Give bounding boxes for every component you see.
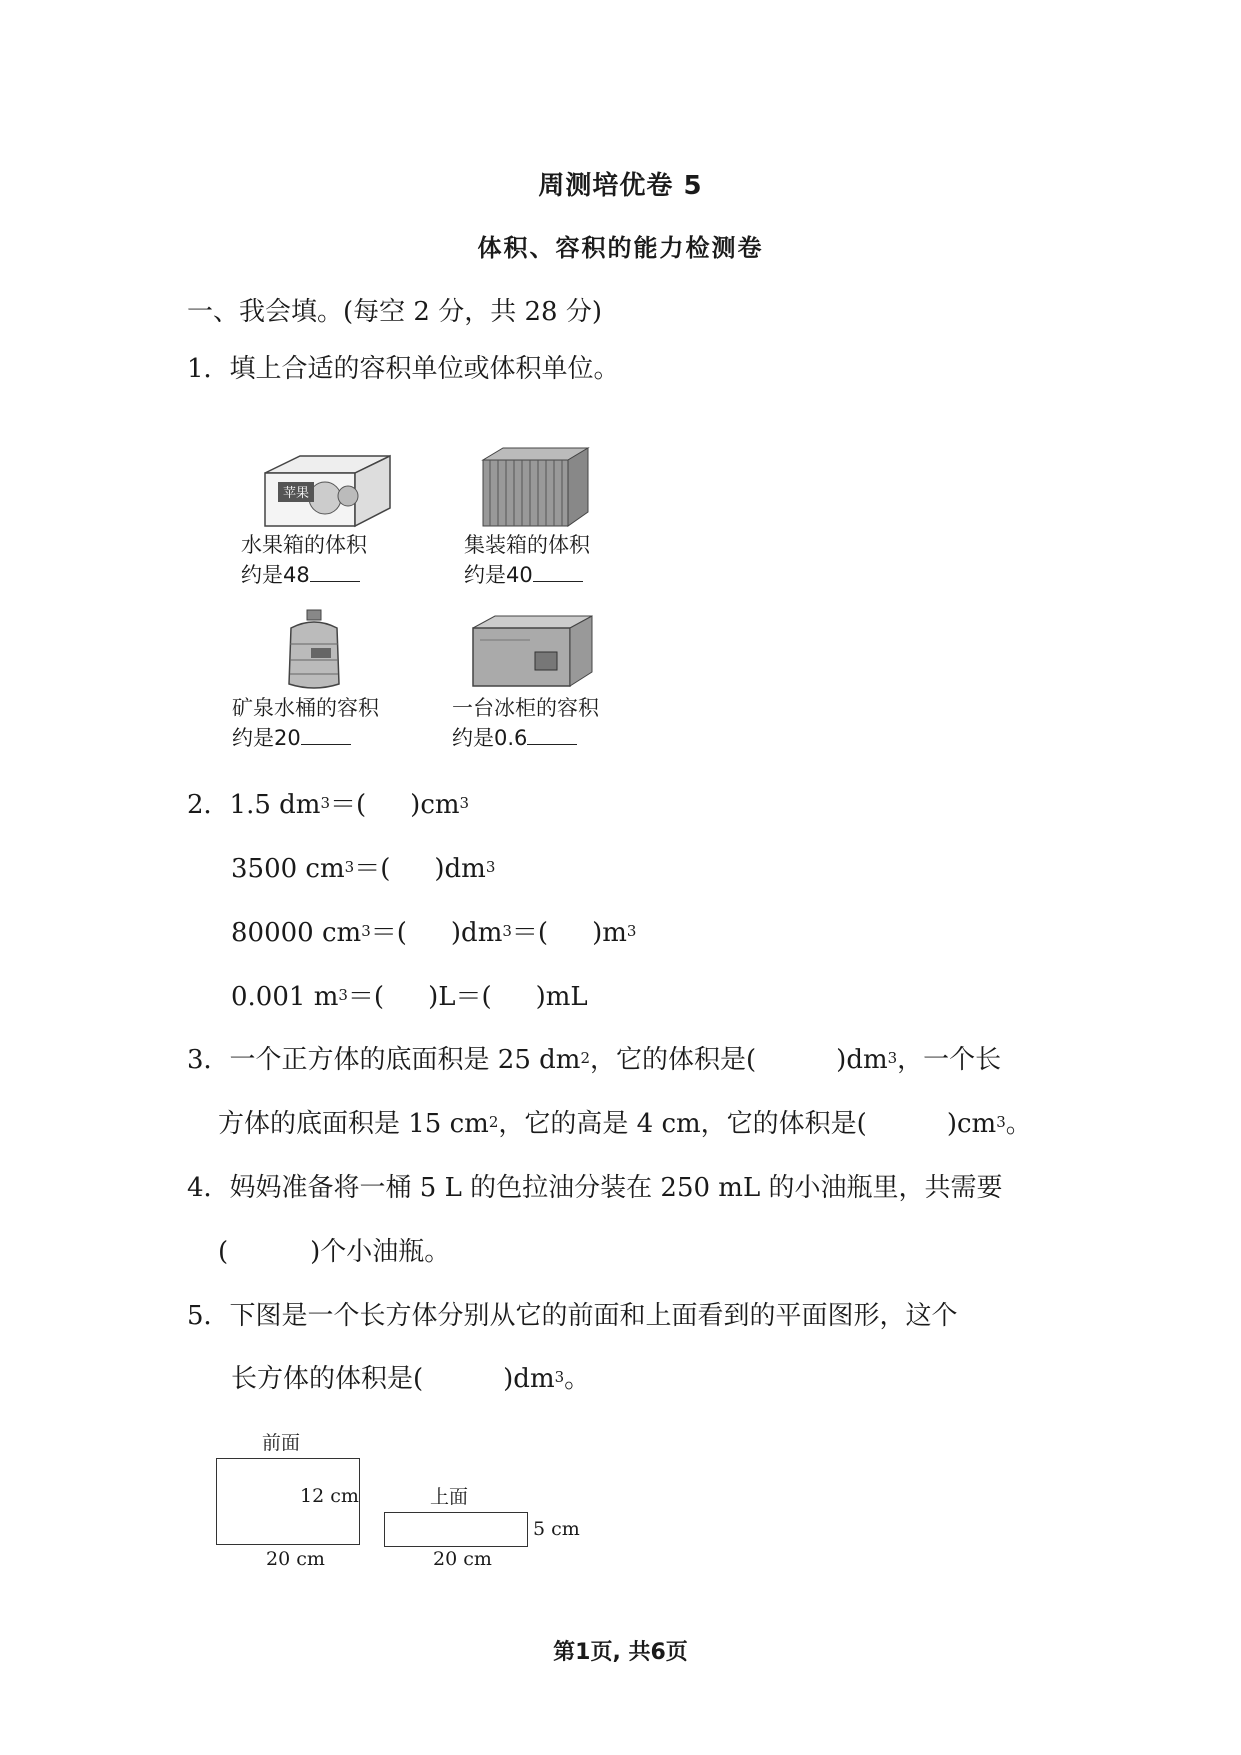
q2-expr: 0.001 m [231, 982, 339, 1012]
q3-text: )dm [836, 1045, 888, 1075]
answer-blank[interactable] [533, 561, 583, 582]
q1-item-container-value: 约是40 [464, 563, 533, 587]
q3-text: 3．一个正方体的底面积是 25 dm [187, 1045, 581, 1075]
answer-blank[interactable] [301, 724, 351, 745]
superscript: 3 [996, 1113, 1006, 1131]
q2-expr: )L＝( [428, 982, 492, 1012]
superscript: 3 [344, 858, 355, 876]
q4-text: )个小油瓶。 [310, 1237, 451, 1267]
q4-text: ( [218, 1237, 229, 1267]
question-5-line-2 [231, 1362, 590, 1396]
superscript: 3 [626, 922, 637, 940]
question-3-line-1 [187, 1043, 1001, 1077]
q5-text: )dm [503, 1364, 555, 1394]
front-width-label: 20 cm [266, 1548, 325, 1570]
container-icon [478, 446, 593, 528]
water-bucket-icon [283, 608, 345, 690]
superscript: 3 [502, 922, 512, 940]
paper-title: 周测培优卷 5 [538, 171, 703, 201]
q1-item-fruit-box-line2 [241, 560, 360, 590]
q2-expr: )mL [535, 982, 588, 1012]
q3-text: )cm [946, 1109, 997, 1139]
front-view-label: 前面 [262, 1432, 301, 1454]
superscript: 2 [488, 1113, 499, 1131]
q1-item-water-bucket-line2 [232, 723, 351, 753]
q1-item-freezer-value: 约是0.6 [452, 726, 528, 750]
question-2-line-4 [231, 980, 588, 1014]
q3-text: ，它的高是 4 cm，它的体积是( [498, 1109, 867, 1139]
top-view-label: 上面 [430, 1486, 469, 1508]
q1-item-fruit-box-line1: 水果箱的体积 [241, 533, 367, 557]
answer-blank[interactable] [310, 561, 360, 582]
q3-text: 方体的底面积是 15 cm [218, 1109, 489, 1139]
top-view-rectangle [384, 1512, 528, 1547]
apple-box-label: 苹果 [282, 486, 310, 501]
q1-item-freezer-line2 [452, 723, 577, 753]
q2-expr: ＝( [347, 982, 385, 1012]
question-5-line-1: 5．下图是一个长方体分别从它的前面和上面看到的平面图形，这个 [187, 1301, 958, 1331]
question-3-line-2 [218, 1107, 1032, 1141]
q2-expr: ＝( [370, 918, 407, 948]
q3-text: ，一个长 [897, 1045, 1002, 1075]
section-heading: 一、我会填。(每空 2 分，共 28 分) [187, 297, 602, 327]
superscript: 3 [361, 922, 371, 940]
question-2-number: 2． [187, 790, 230, 820]
superscript: 3 [554, 1368, 565, 1386]
superscript: 3 [459, 794, 470, 812]
question-1-text: 1．填上合适的容积单位或体积单位。 [187, 354, 620, 384]
answer-blank[interactable] [527, 724, 577, 745]
q2-expr: )dm [434, 854, 486, 884]
apple-box-icon [260, 448, 400, 528]
question-4-line-1: 4．妈妈准备将一桶 5 L 的色拉油分装在 250 mL 的小油瓶里，共需要 [187, 1173, 1003, 1203]
superscript: 2 [580, 1049, 591, 1067]
front-height-label: 12 cm [300, 1485, 359, 1507]
q2-expr: ＝( [330, 790, 367, 820]
q1-item-water-bucket-value: 约是20 [232, 726, 301, 750]
page-footer: 第1页, 共6页 [553, 1640, 688, 1665]
question-4-line-2 [218, 1235, 450, 1269]
q5-text: 长方体的体积是( [231, 1364, 424, 1394]
q5-text: 。 [564, 1364, 591, 1394]
superscript: 3 [320, 794, 331, 812]
question-2-line-1 [187, 788, 469, 822]
q3-text: ，它的体积是( [590, 1045, 757, 1075]
q2-expr: 3500 cm [231, 854, 345, 884]
q2-expr: )dm [450, 918, 503, 948]
question-2-line-2 [231, 852, 495, 886]
q2-expr: )m [592, 918, 627, 948]
q2-expr: 1.5 dm [229, 790, 321, 820]
q2-expr: ＝( [354, 854, 391, 884]
superscript: 3 [338, 986, 348, 1004]
freezer-icon [470, 612, 595, 688]
q1-item-freezer-line1: 一台冰柜的容积 [452, 696, 599, 720]
q3-text: 。 [1005, 1109, 1032, 1139]
q1-item-container-line1: 集装箱的体积 [464, 533, 590, 557]
top-height-label: 5 cm [533, 1518, 580, 1540]
q1-item-container-line2 [464, 560, 583, 590]
q1-item-water-bucket-line1: 矿泉水桶的容积 [232, 696, 379, 720]
top-width-label: 20 cm [433, 1548, 492, 1570]
superscript: 3 [887, 1049, 898, 1067]
question-2-line-3 [231, 916, 636, 950]
q2-expr: ＝( [511, 918, 549, 948]
q2-expr: )cm [410, 790, 460, 820]
superscript: 3 [485, 858, 496, 876]
q2-expr: 80000 cm [231, 918, 362, 948]
q1-item-fruit-box-value: 约是48 [241, 563, 310, 587]
paper-subtitle: 体积、容积的能力检测卷 [477, 234, 764, 262]
